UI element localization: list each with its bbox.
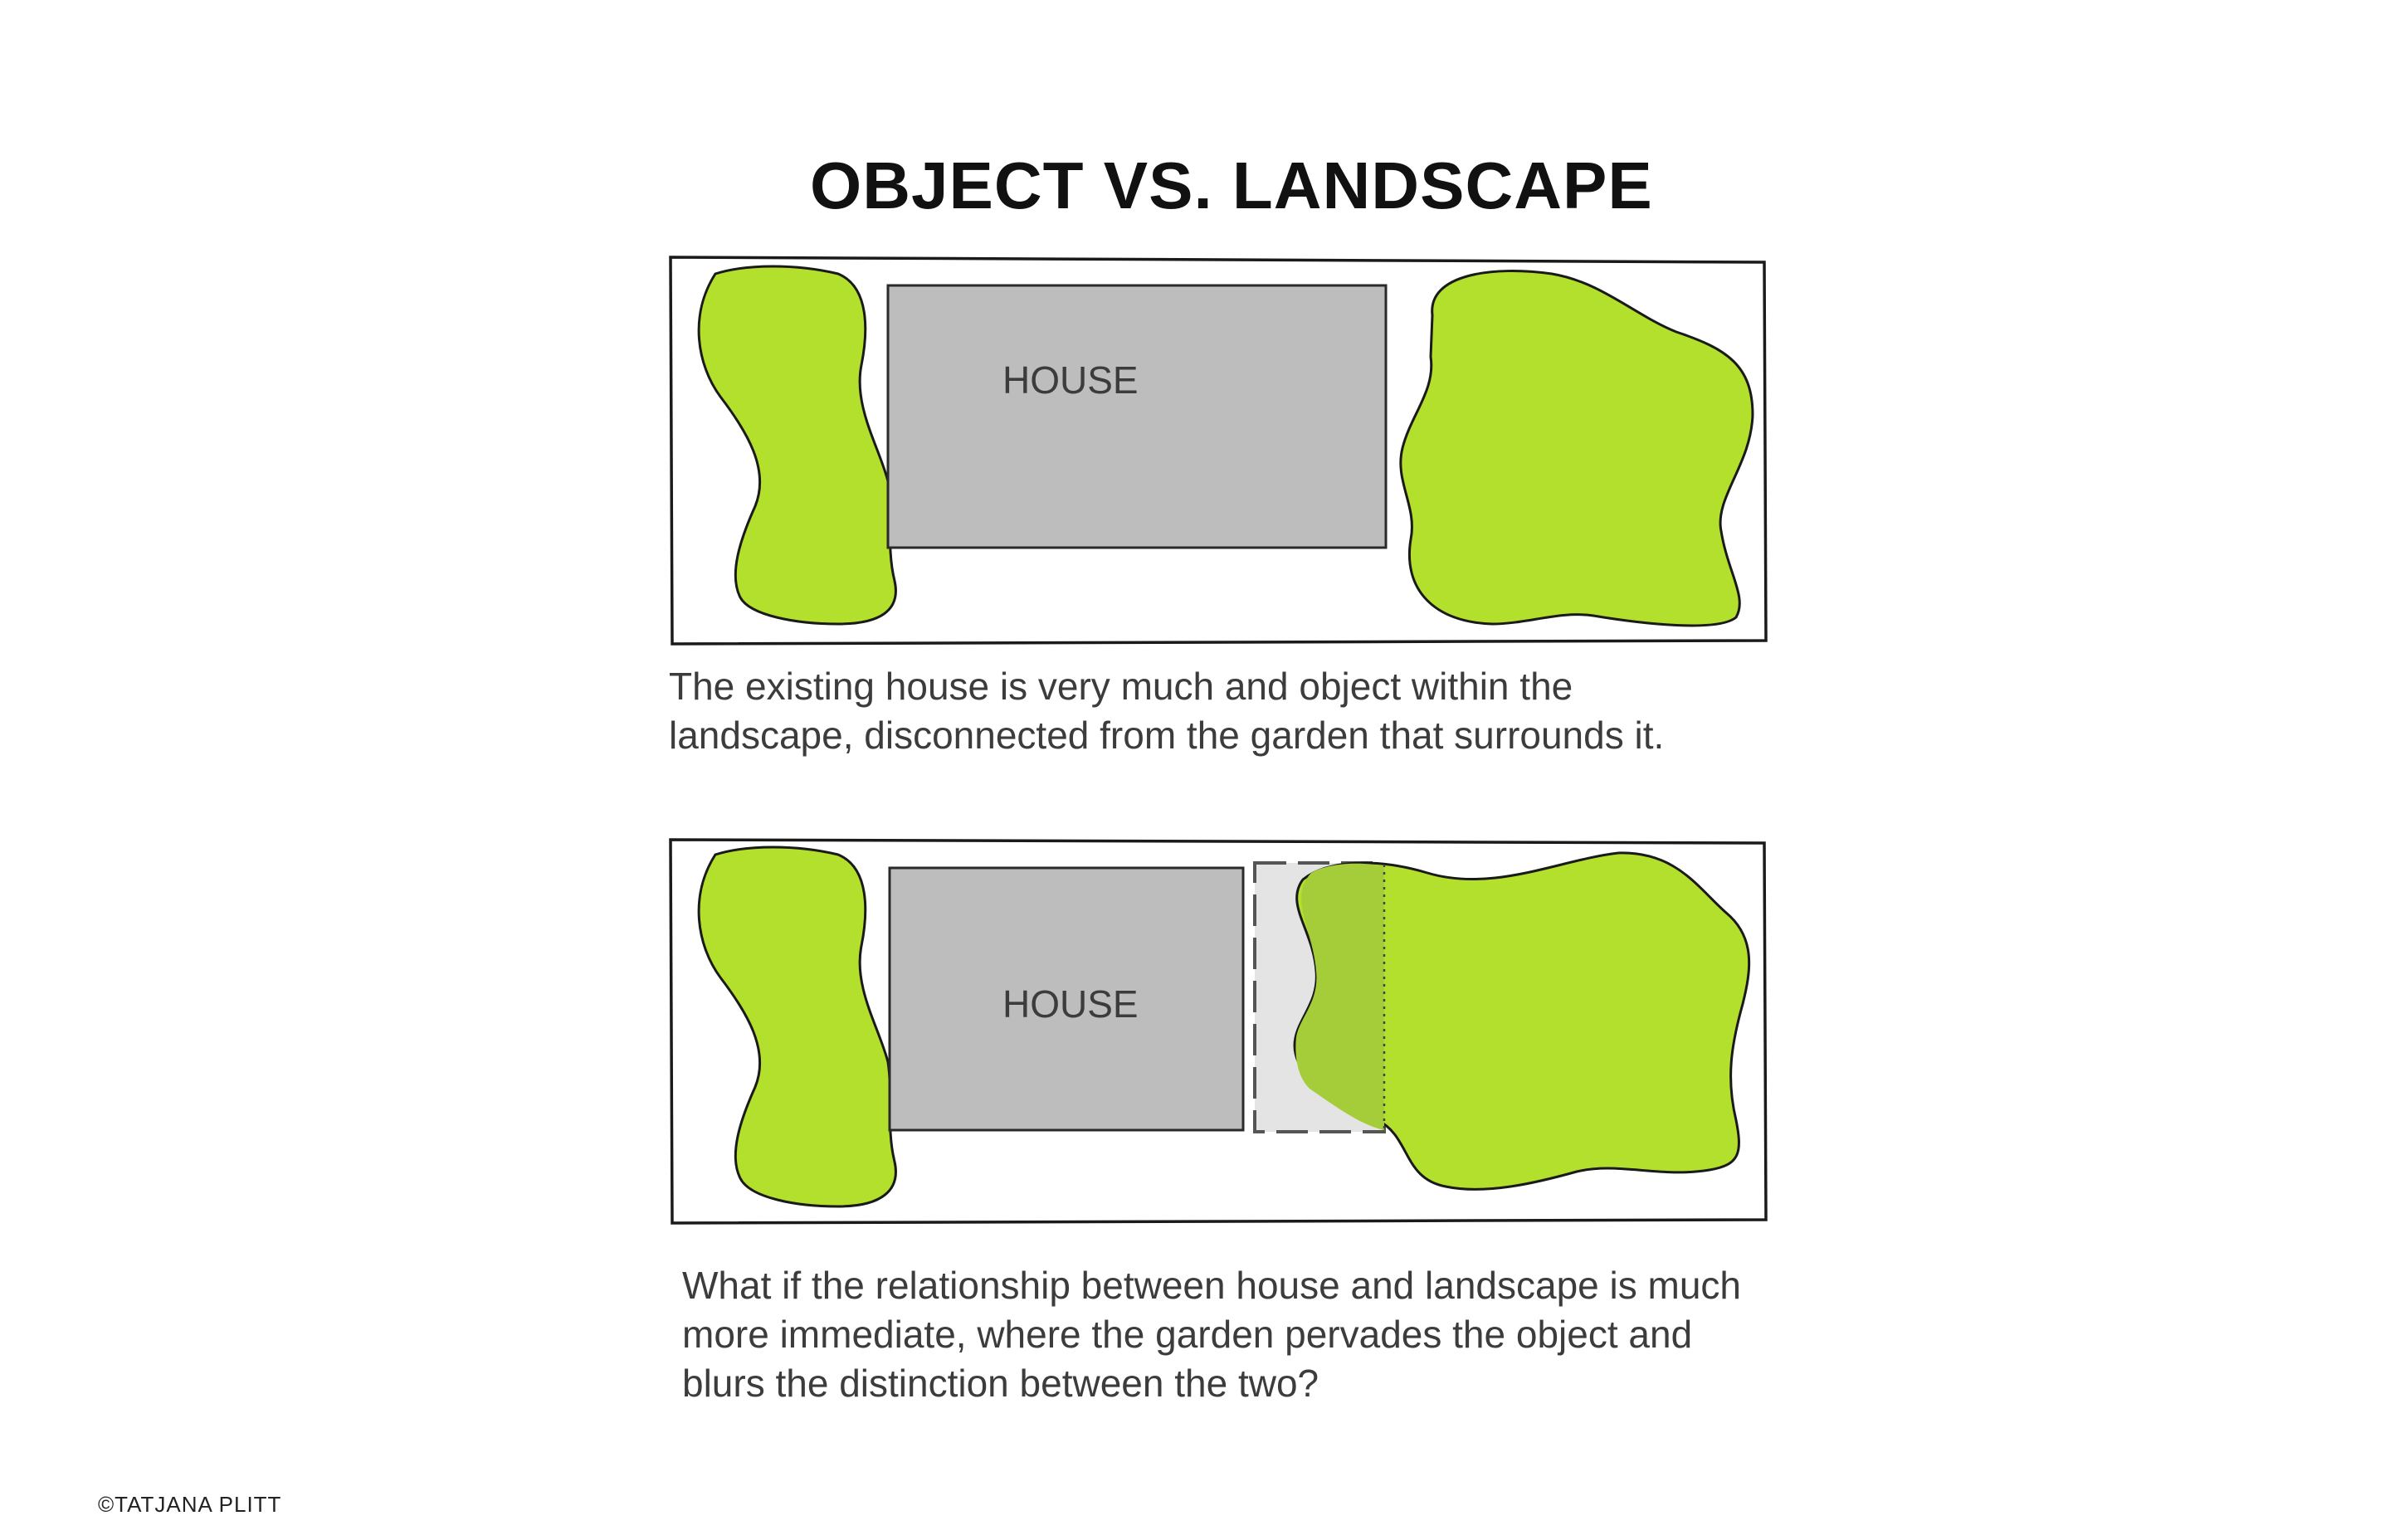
proposed-caption-line: more immediate, where the garden pervades the object and (682, 1313, 1693, 1356)
house-label: HOUSE (1002, 358, 1139, 402)
existing-caption-line: landscape, disconnected from the garden that surrounds it. (669, 714, 1665, 757)
left-garden (699, 847, 895, 1206)
diagram-title: OBJECT VS. LANDSCAPE (810, 149, 1653, 222)
proposed-caption-line: What if the relationship between house and landscape is much (682, 1264, 1742, 1307)
proposed-caption-line: blurs the distinction between the two? (682, 1362, 1319, 1405)
photo-credit: ©TATJANA PLITT (98, 1492, 282, 1517)
house-label: HOUSE (1002, 982, 1139, 1026)
proposed-caption (682, 1261, 1741, 1408)
existing-caption-line: The existing house is very much and object within the (669, 665, 1573, 708)
